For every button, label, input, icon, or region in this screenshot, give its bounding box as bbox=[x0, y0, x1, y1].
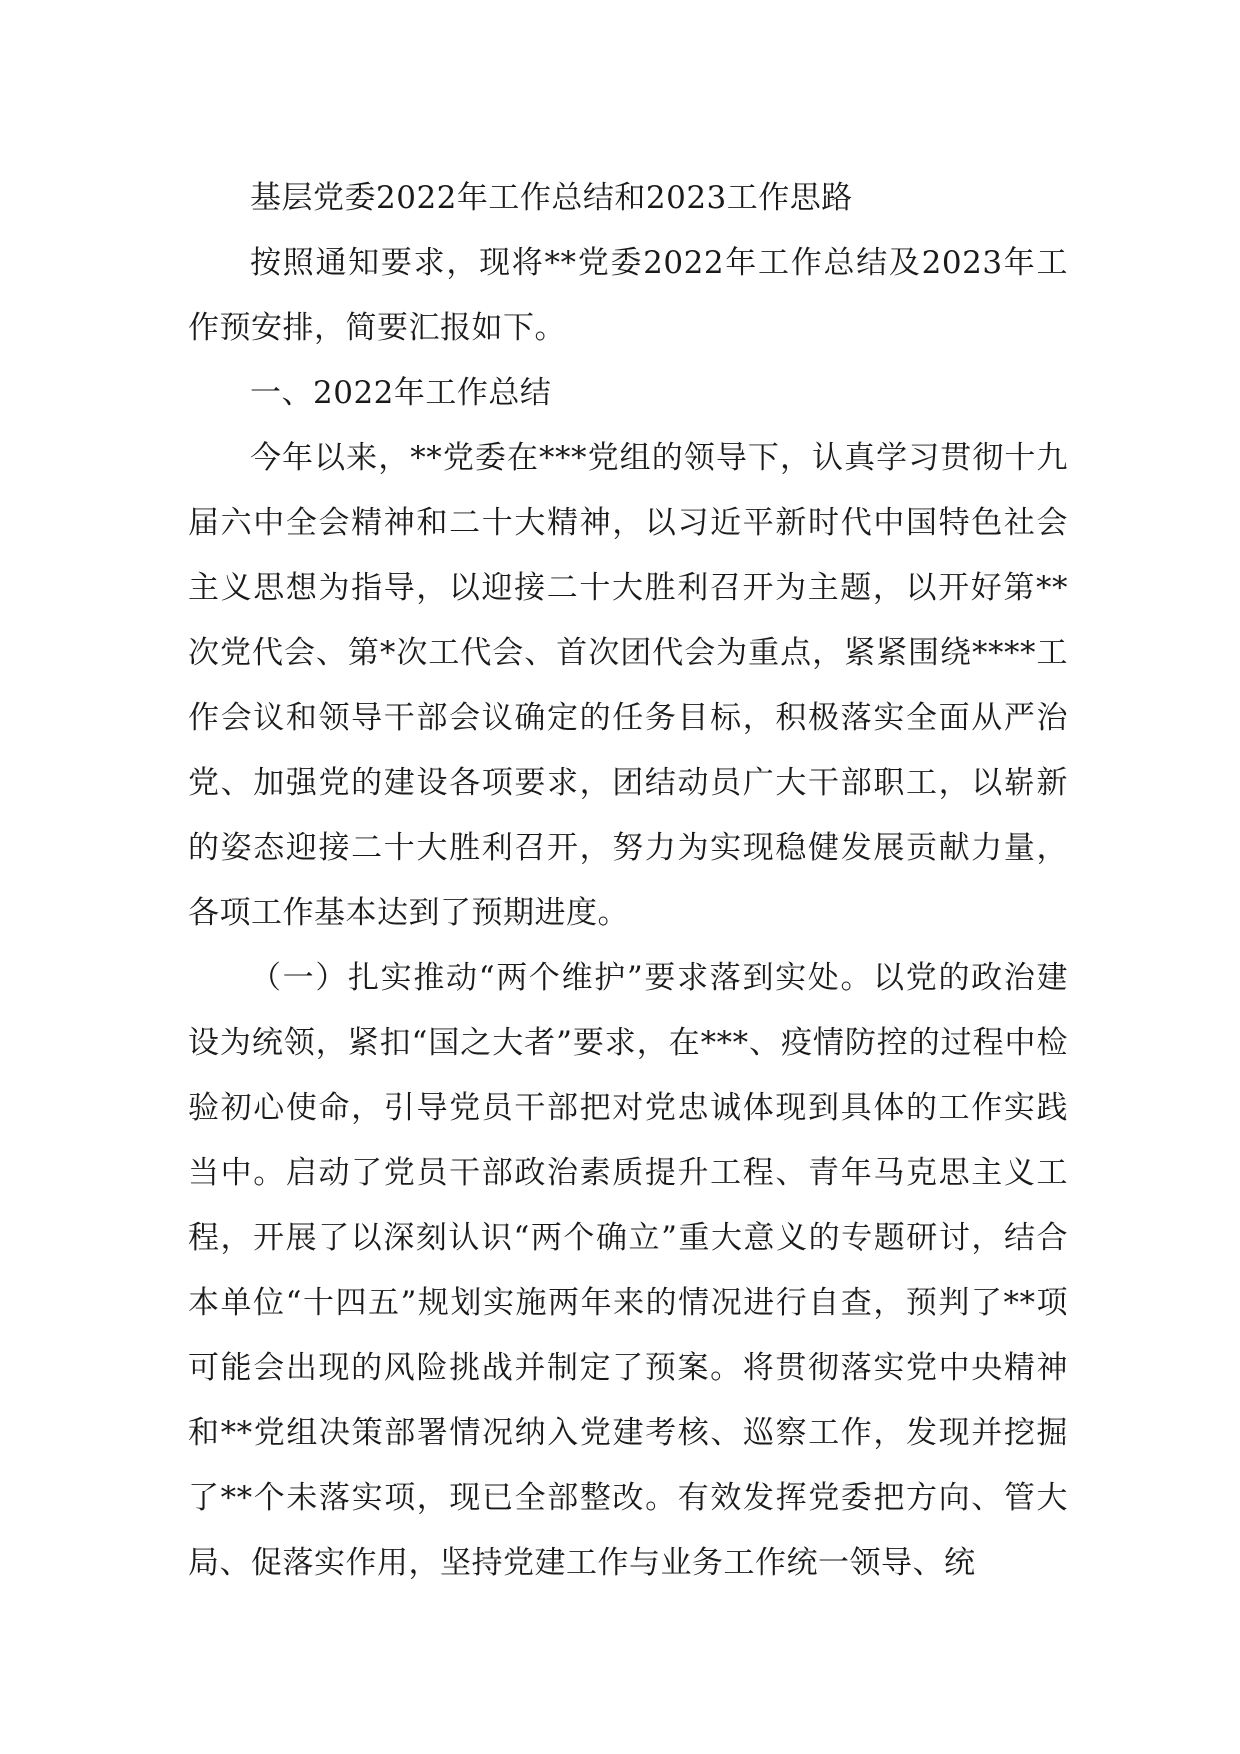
document-body bbox=[188, 166, 1068, 1596]
subsection-paragraph: （一）扎实推动“两个维护”要求落到实处。以党的政治建设为统领，紧扣“国之大者”要求，在***、疫情防控的过程中检验初心使命，引导党员干部把对党忠诚体现到具体的工作实践当中。启动了党员干部政治素质提升工程、青年马克思主义工程，开展了以深刻认识“两个确立”重大意义的专题研讨，结合本单位“十四五”规划实施两年来的情况进行自查，预判了**项可能会出现的风险挑战并制定了预案。将贯彻落实党中央精神和**党组决策部署情况纳入党建考核、巡察工作，发现并挖掘了**个未落实项，现已全部整改。有效发挥党委把方向、管大局、促落实作用，坚持党建工作与业务工作统一领导、统 bbox=[188, 960, 1068, 1581]
intro-paragraph: 按照通知要求，现将**党委2022年工作总结及2023年工作预安排，简要汇报如下。 bbox=[188, 245, 1068, 346]
section-heading: 一、2022年工作总结 bbox=[250, 375, 552, 411]
summary-paragraph: 今年以来，**党委在***党组的领导下，认真学习贯彻十九届六中全会精神和二十大精神，以习近平新时代中国特色社会主义思想为指导，以迎接二十大胜利召开为主题，以开好第**次党代会、第*次工代会、首次团代会为重点，紧紧围绕****工作会议和领导干部会议确定的任务目标，积极落实全面从严治党、加强党的建设各项要求，团结动员广大干部职工，以崭新的姿态迎接二十大胜利召开，努力为实现稳健发展贡献力量，各项工作基本达到了预期进度。 bbox=[188, 440, 1068, 931]
document-title: 基层党委2022年工作总结和2023工作思路 bbox=[250, 180, 853, 216]
